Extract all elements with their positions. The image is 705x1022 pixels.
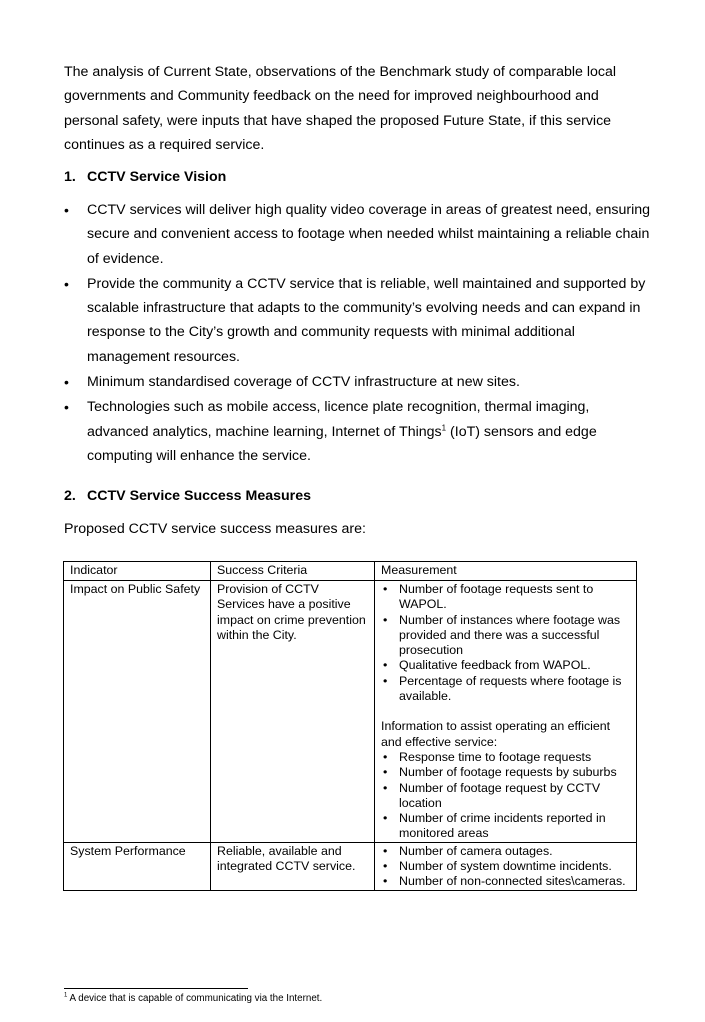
measure-text: Number of camera outages. bbox=[399, 843, 553, 858]
measure-text: Number of instances where footage was provided and there was a successful prosecution bbox=[399, 612, 621, 658]
bullet-icon: • bbox=[383, 612, 388, 627]
table-row bbox=[64, 581, 637, 843]
bullet-text: Minimum standardised coverage of CCTV infrastructure at new sites. bbox=[87, 374, 520, 391]
measure-text: Qualitative feedback from WAPOL. bbox=[399, 658, 591, 673]
list-item bbox=[64, 395, 654, 468]
measurement-list bbox=[381, 844, 630, 890]
measure-text: Number of crime incidents reported in monitored areas bbox=[399, 811, 606, 841]
measurement-cell bbox=[375, 581, 637, 843]
footnote-text: A device that is capable of communicating via the Internet. bbox=[67, 993, 323, 1004]
table-header-row bbox=[64, 562, 637, 581]
measures-lead-text: Proposed CCTV service success measures are: bbox=[64, 521, 366, 537]
bullet-text: Technologies such as mobile access, licence plate recognition, thermal imaging, advanced analytics, machine learning, Internet of Things bbox=[87, 399, 590, 440]
section-number: 2. bbox=[64, 488, 76, 504]
measure-text: Number of system downtime incidents. bbox=[399, 859, 612, 874]
criteria-cell: Reliable, available and integrated CCTV service. bbox=[211, 842, 375, 890]
bullet-icon: • bbox=[383, 811, 388, 826]
bullet-icon: • bbox=[64, 275, 69, 292]
indicator-cell: Impact on Public Safety bbox=[64, 581, 211, 843]
bullet-icon: • bbox=[383, 582, 388, 596]
success-measures-table bbox=[63, 561, 637, 891]
list-item bbox=[381, 781, 630, 812]
list-item bbox=[381, 859, 630, 874]
list-item bbox=[64, 272, 654, 369]
measure-text: Number of non-connected sites\cameras. bbox=[399, 874, 626, 889]
bullet-icon: • bbox=[383, 658, 388, 673]
list-item bbox=[381, 658, 630, 673]
measurement-sublist bbox=[381, 750, 630, 842]
footnote-marker: 1 bbox=[64, 992, 68, 999]
list-item bbox=[381, 811, 630, 842]
column-header-criteria: Success Criteria bbox=[211, 562, 375, 581]
intro-paragraph: The analysis of Current State, observations of the Benchmark study of comparable local governments and Community feedback on the need for improved neighbourhood and personal safety, were inputs that have shaped the proposed Future State, if this service continues as a required service. bbox=[64, 64, 617, 153]
measurement-cell bbox=[375, 842, 637, 890]
measure-text: Number of footage requests sent to WAPOL. bbox=[399, 582, 594, 612]
bullet-icon: • bbox=[383, 673, 388, 688]
footnote bbox=[64, 993, 322, 1004]
column-header-indicator: Indicator bbox=[64, 562, 211, 581]
measurement-subheading: Information to assist operating an efficient and effective service: bbox=[381, 719, 611, 749]
section-heading-measures bbox=[64, 488, 311, 504]
bullet-icon: • bbox=[383, 765, 388, 780]
footnote-divider bbox=[64, 988, 248, 989]
list-item bbox=[381, 844, 630, 859]
bullet-icon: • bbox=[383, 874, 388, 889]
bullet-icon: • bbox=[64, 202, 69, 218]
section-heading-vision bbox=[64, 169, 226, 185]
bullet-icon: • bbox=[383, 859, 388, 874]
list-item bbox=[381, 613, 630, 659]
bullet-icon: • bbox=[383, 780, 388, 795]
list-item bbox=[381, 674, 630, 705]
measure-text: Number of footage request by CCTV location bbox=[399, 780, 601, 810]
indicator-cell: System Performance bbox=[64, 842, 211, 890]
measurement-list bbox=[381, 582, 630, 704]
bullet-text-tail: (IoT) sensors and edge computing will enhance the service. bbox=[87, 423, 597, 464]
footnote-ref[interactable]: 1 bbox=[441, 422, 447, 432]
bullet-icon: • bbox=[383, 749, 388, 764]
list-item bbox=[64, 198, 654, 271]
bullet-text: Provide the community a CCTV service that is reliable, well maintained and supported by scalable infrastructure that adapts to the community’s evolving needs and can expand in response to the City’s growth and community requests with minimal additional management resources. bbox=[87, 275, 646, 365]
column-header-measurement: Measurement bbox=[375, 562, 637, 581]
bullet-icon: • bbox=[64, 374, 69, 391]
section-title: CCTV Service Success Measures bbox=[87, 488, 311, 504]
bullet-icon: • bbox=[383, 843, 388, 858]
criteria-cell: Provision of CCTV Services have a positive impact on crime prevention within the City. bbox=[211, 581, 375, 843]
table-row bbox=[64, 842, 637, 890]
bullet-icon: • bbox=[64, 399, 69, 416]
list-item bbox=[381, 750, 630, 765]
measure-text: Number of footage requests by suburbs bbox=[399, 765, 617, 780]
list-item bbox=[381, 582, 630, 613]
measure-text: Percentage of requests where footage is available. bbox=[399, 673, 622, 704]
section-number: 1. bbox=[64, 169, 76, 185]
bullet-text: CCTV services will deliver high quality video coverage in areas of greatest need, ensuring secure and convenient access to footage when needed whilst maintaining a reliable chain of evidence. bbox=[87, 202, 651, 267]
vision-bullet-list bbox=[64, 198, 654, 469]
list-item bbox=[64, 370, 654, 394]
list-item bbox=[381, 874, 630, 889]
measure-text: Response time to footage requests bbox=[399, 749, 592, 764]
section-title: CCTV Service Vision bbox=[87, 169, 227, 185]
list-item bbox=[381, 765, 630, 780]
